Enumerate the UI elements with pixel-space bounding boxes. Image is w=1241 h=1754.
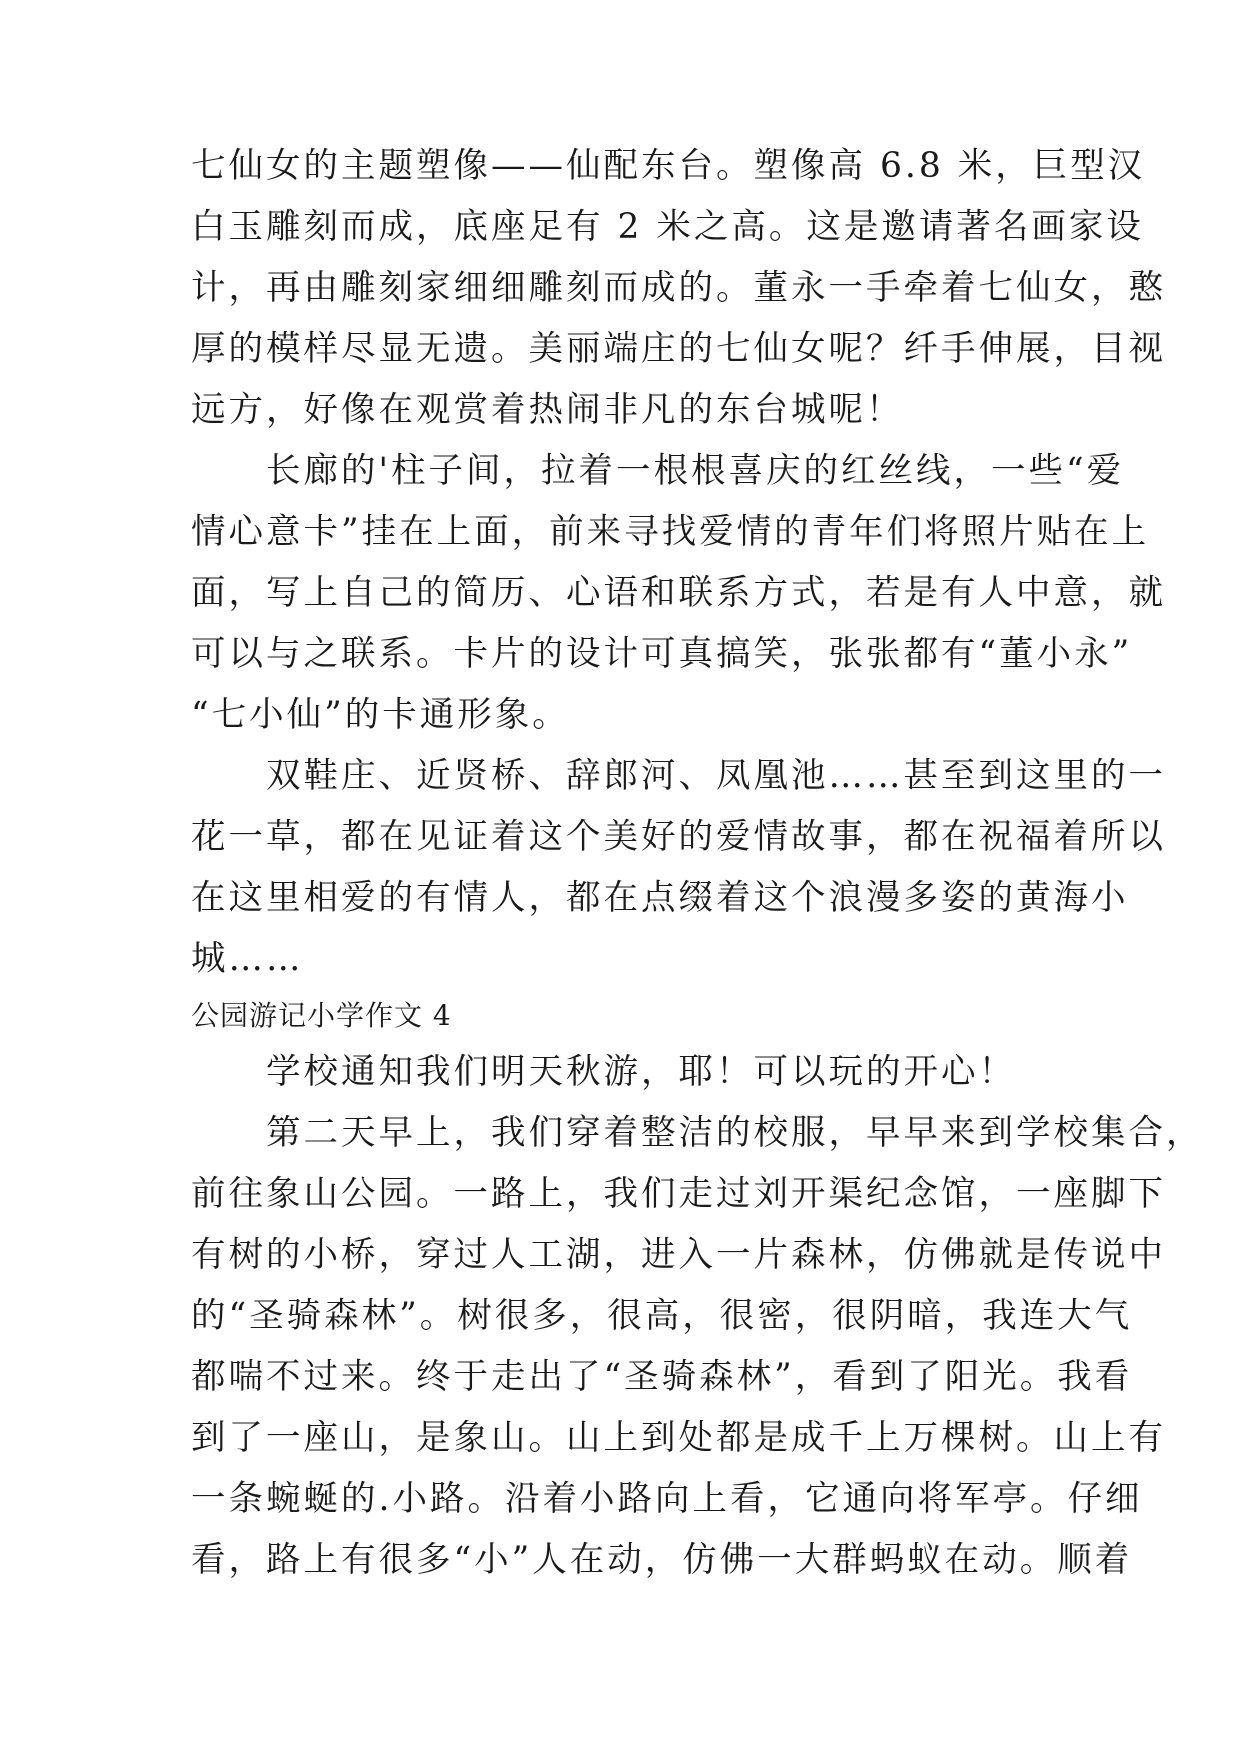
text-line: 一条蜿蜒的.小路。沿着小路向上看，它通向将军亭。仔细 [191,1479,1143,1519]
text-line: 城…… [191,939,304,979]
text-line: 花一草，都在见证着这个美好的爱情故事，都在祝福着所以 [191,817,1166,857]
text-line: 远方，好像在观赏着热闹非凡的东台城呢！ [191,390,904,430]
section-heading: 公园游记小学作文 4 [191,999,452,1032]
paragraph-trip [191,1103,1204,1591]
text-line: 学校通知我们明天秋游，耶！可以玩的开心！ [191,1052,1016,1092]
text-line: 前往象山公园。一路上，我们走过刘开渠纪念馆，一座脚下 [191,1174,1166,1214]
text-line: 有树的小桥，穿过人工湖，进入一片森林，仿佛就是传说中 [191,1235,1166,1275]
text-line: 长廊的'柱子间，拉着一根根喜庆的红丝线，一些“爱 [191,451,1125,491]
text-line: 到了一座山，是象山。山上到处都是成千上万棵树。山上有 [191,1418,1166,1458]
text-line: 双鞋庄、近贤桥、辞郎河、凤凰池……甚至到这里的一 [191,756,1166,796]
text-line: 都喘不过来。终于走出了“圣骑森林”，看到了阳光。我看 [191,1357,1133,1397]
text-line: 在这里相爱的有情人，都在点缀着这个浪漫多姿的黄海小 [191,878,1129,918]
text-line: “七小仙”的卡通形象。 [191,695,570,735]
text-line: 七仙女的主题塑像——仙配东台。塑像高 6.8 米，巨型汉 [191,146,1146,186]
text-line: 白玉雕刻而成，底座足有 2 米之高。这是邀请著名画家设 [191,207,1144,247]
text-line: 面，写上自己的简历、心语和联系方式，若是有人中意，就 [191,573,1166,613]
text-line: 情心意卡”挂在上面，前来寻找爱情的青年们将照片贴在上 [191,512,1150,552]
document-body [191,136,1204,1591]
paragraph-corridor [191,441,1166,746]
text-line: 看，路上有很多“小”人在动，仿佛一大群蚂蚁在动。顺着 [191,1540,1133,1580]
text-line: 可以与之联系。卡片的设计可真搞笑，张张都有“董小永” [191,634,1133,674]
text-line: 第二天早上，我们穿着整洁的校服，早早来到学校集合， [191,1113,1204,1153]
paragraph-landmarks [191,746,1166,990]
paragraph-notice [191,1042,1063,1103]
paragraph-statue [191,136,1166,441]
text-line: 的“圣骑森林”。树很多，很高，很密，很阴暗，我连大气 [191,1296,1133,1336]
text-line: 计，再由雕刻家细细雕刻而成的。董永一手牵着七仙女，憨 [191,268,1166,308]
text-line: 厚的模样尽显无遗。美丽端庄的七仙女呢？纤手伸展，目视 [191,329,1166,369]
